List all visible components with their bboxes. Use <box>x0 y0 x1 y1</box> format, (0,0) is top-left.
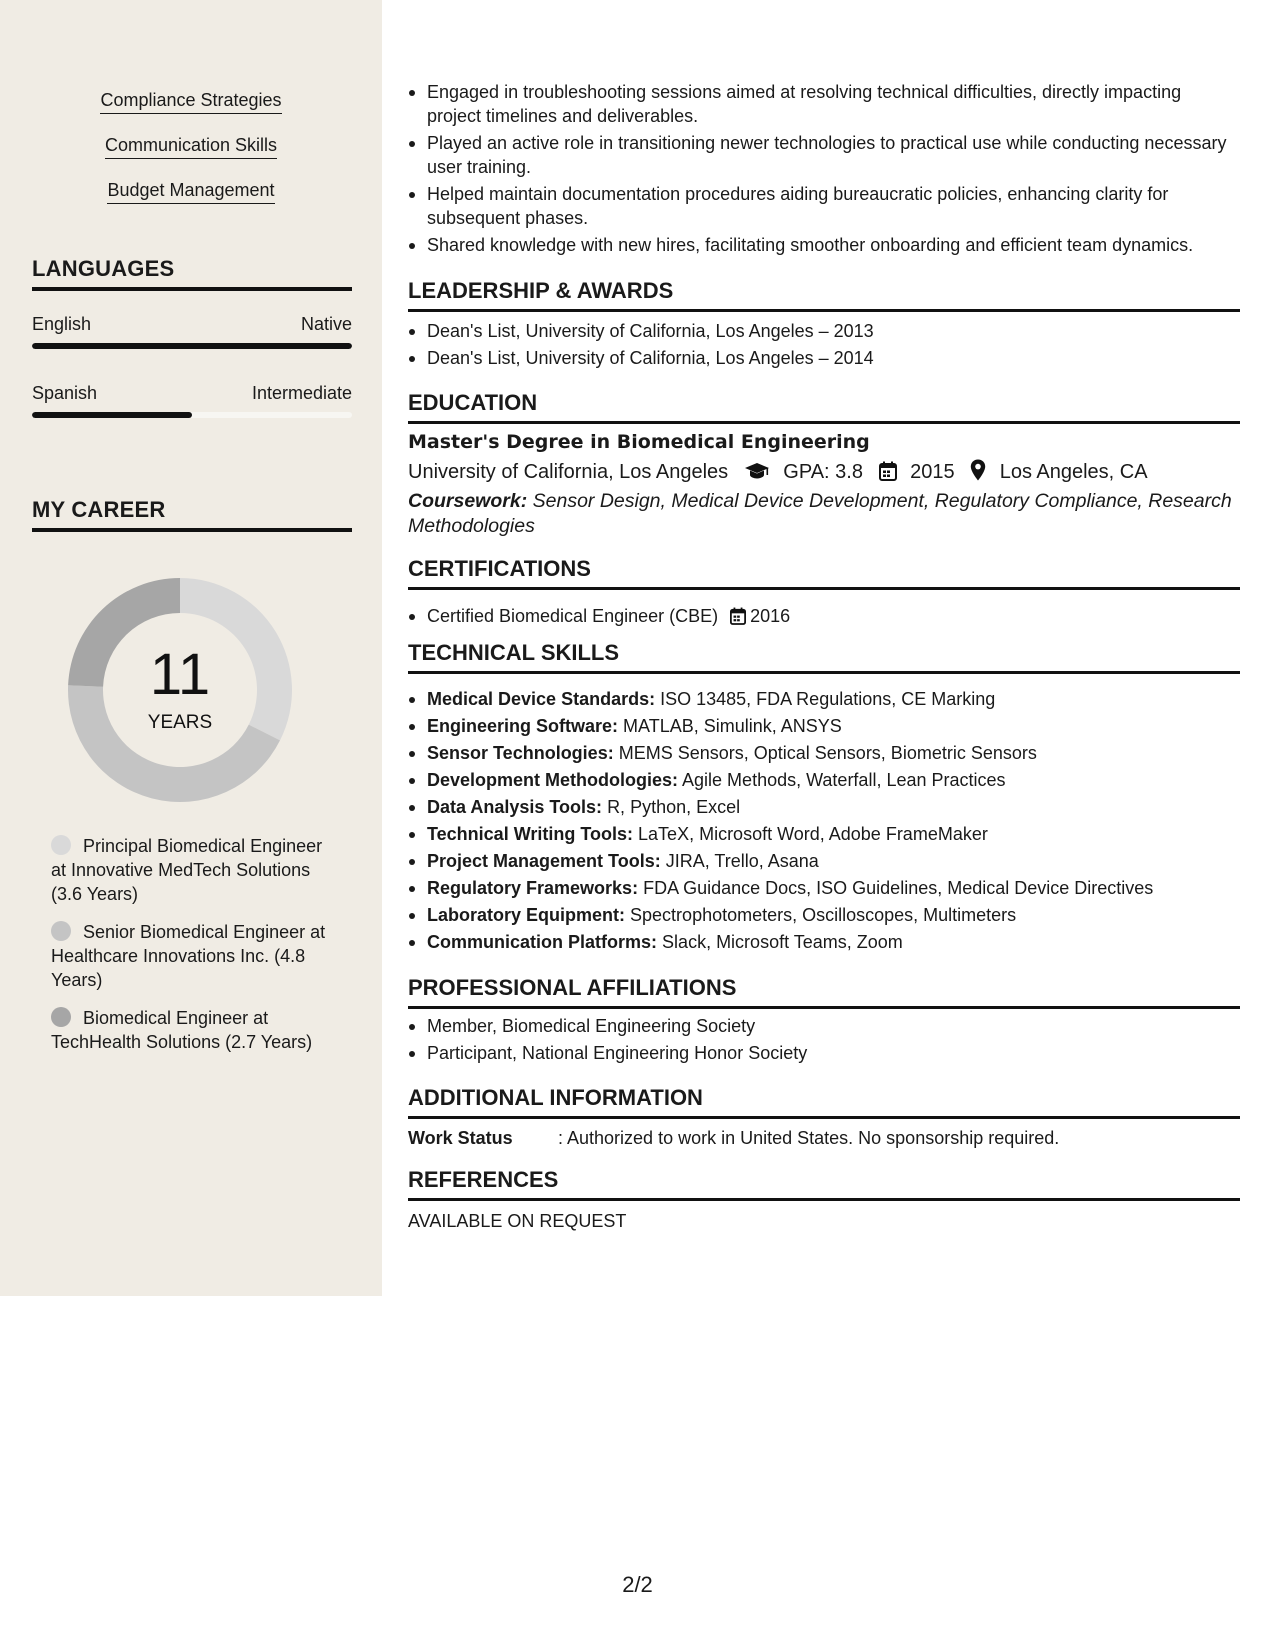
language-level: Native <box>300 314 352 334</box>
calendar-icon <box>879 461 897 481</box>
language-bar-fill <box>32 412 192 418</box>
certification-name: Certified Biomedical Engineer (CBE) <box>427 606 719 626</box>
skill-label: Development Methodologies: <box>427 770 679 790</box>
affiliations-list <box>408 1014 1240 1065</box>
skill-value: Spectrophotometers, Oscilloscopes, Multimeters <box>630 905 1017 925</box>
skill-value: Slack, Microsoft Teams, Zoom <box>662 932 903 952</box>
skill-label: Project Management Tools: <box>427 851 661 871</box>
languages-heading: LANGUAGES <box>32 256 352 291</box>
language-row <box>32 382 352 404</box>
skill-item: Budget Management <box>0 179 382 204</box>
education-heading: EDUCATION <box>408 390 1240 424</box>
additional-info-heading: ADDITIONAL INFORMATION <box>408 1085 1240 1119</box>
skill-value: ISO 13485, FDA Regulations, CE Marking <box>660 689 996 709</box>
skill-label: Engineering Software: <box>427 716 619 736</box>
list-item <box>408 687 1240 711</box>
list-item <box>408 604 1240 628</box>
page-number: 2/2 <box>622 1572 653 1597</box>
skill-label: Regulatory Frameworks: <box>427 878 639 898</box>
list-item <box>408 876 1240 900</box>
list-item <box>408 741 1240 765</box>
work-status-label: Work Status <box>408 1128 513 1148</box>
list-item: Participant, National Engineering Honor Society <box>408 1041 1240 1065</box>
experience-bullets <box>408 80 1240 257</box>
degree-title: Master's Degree in Biomedical Engineering <box>408 431 870 453</box>
skill-label: Technical Writing Tools: <box>427 824 634 844</box>
education-location: Los Angeles, CA <box>999 461 1148 483</box>
skill-item: Compliance Strategies <box>0 89 382 114</box>
career-donut-chart <box>60 570 300 810</box>
work-status <box>408 1127 1240 1149</box>
references-heading: REFERENCES <box>408 1167 1240 1201</box>
gpa: GPA: 3.8 <box>783 461 863 483</box>
list-item: Engaged in troubleshooting sessions aimed at resolving technical difficulties, directly impacting project timelines and deliverables. <box>408 80 1240 128</box>
language-bar <box>32 343 352 349</box>
calendar-icon <box>730 607 746 625</box>
coursework-label: Coursework: <box>408 490 528 512</box>
skill-label: Laboratory Equipment: <box>427 905 626 925</box>
leadership-heading: LEADERSHIP & AWARDS <box>408 278 1240 312</box>
career-item: Senior Biomedical Engineer at Healthcare Innovations Inc. (4.8 Years) <box>51 922 326 990</box>
leadership-list <box>408 319 1240 370</box>
list-item <box>408 849 1240 873</box>
career-item: Principal Biomedical Engineer at Innovative MedTech Solutions (3.6 Years) <box>51 836 323 904</box>
career-heading: MY CAREER <box>32 497 352 532</box>
skill-value: LaTeX, Microsoft Word, Adobe FrameMaker <box>638 824 988 844</box>
skill-value: Agile Methods, Waterfall, Lean Practices <box>682 770 1006 790</box>
list-item <box>408 714 1240 738</box>
language-name: Spanish <box>32 383 98 403</box>
list-item: Played an active role in transitioning newer technologies to practical use while conducting necessary user training. <box>408 131 1240 179</box>
education-details <box>408 459 1240 485</box>
list-item <box>408 930 1240 954</box>
sidebar <box>0 0 382 1296</box>
legend-dot <box>51 1007 71 1027</box>
skill-value: FDA Guidance Docs, ISO Guidelines, Medical Device Directives <box>643 878 1154 898</box>
language-level: Intermediate <box>251 383 352 403</box>
school-name: University of California, Los Angeles <box>408 461 729 483</box>
certifications-list <box>408 604 1240 628</box>
map-pin-icon <box>970 459 986 481</box>
career-total-unit: YEARS <box>147 712 213 733</box>
language-row <box>32 313 352 335</box>
list-item: Helped maintain documentation procedures aiding bureaucratic policies, enhancing clarity for subsequent phases. <box>408 182 1240 230</box>
list-item <box>408 768 1240 792</box>
skill-label: Data Analysis Tools: <box>427 797 603 817</box>
coursework <box>408 489 1240 539</box>
work-status-value: : Authorized to work in United States. No sponsorship required. <box>558 1128 1060 1148</box>
language-name: English <box>32 314 92 334</box>
language-bar-fill <box>32 343 352 349</box>
affiliations-heading: PROFESSIONAL AFFILIATIONS <box>408 975 1240 1009</box>
skill-value: R, Python, Excel <box>607 797 741 817</box>
list-item: Dean's List, University of California, Los Angeles – 2014 <box>408 346 1240 370</box>
language-bar <box>32 412 352 418</box>
technical-skills-list <box>408 687 1240 954</box>
list-item <box>408 795 1240 819</box>
certifications-heading: CERTIFICATIONS <box>408 556 1240 590</box>
graduation-year: 2015 <box>910 461 955 483</box>
skill-value: MATLAB, Simulink, ANSYS <box>623 716 842 736</box>
certification-year: 2016 <box>750 606 791 626</box>
skill-value: MEMS Sensors, Optical Sensors, Biometric Sensors <box>618 743 1037 763</box>
career-item: Biomedical Engineer at TechHealth Solutions (2.7 Years) <box>51 1008 313 1052</box>
list-item: Shared knowledge with new hires, facilitating smoother onboarding and efficient team dynamics. <box>408 233 1240 257</box>
skill-value: JIRA, Trello, Asana <box>665 851 819 871</box>
list-item: Dean's List, University of California, Los Angeles – 2013 <box>408 319 1240 343</box>
career-total-number: 11 <box>149 642 211 707</box>
skill-label: Communication Platforms: <box>427 932 658 952</box>
references-text: AVAILABLE ON REQUEST <box>408 1211 627 1231</box>
list-item <box>408 822 1240 846</box>
legend-dot <box>51 921 71 941</box>
graduation-cap-icon <box>744 461 770 481</box>
skill-label: Medical Device Standards: <box>427 689 656 709</box>
technical-skills-heading: TECHNICAL SKILLS <box>408 640 1240 674</box>
list-item: Member, Biomedical Engineering Society <box>408 1014 1240 1038</box>
list-item <box>408 903 1240 927</box>
coursework-list: Sensor Design, Medical Device Development, Regulatory Compliance, Research Methodologies <box>408 490 1232 537</box>
skill-item: Communication Skills <box>0 134 382 159</box>
legend-dot <box>51 835 71 855</box>
skill-label: Sensor Technologies: <box>427 743 614 763</box>
